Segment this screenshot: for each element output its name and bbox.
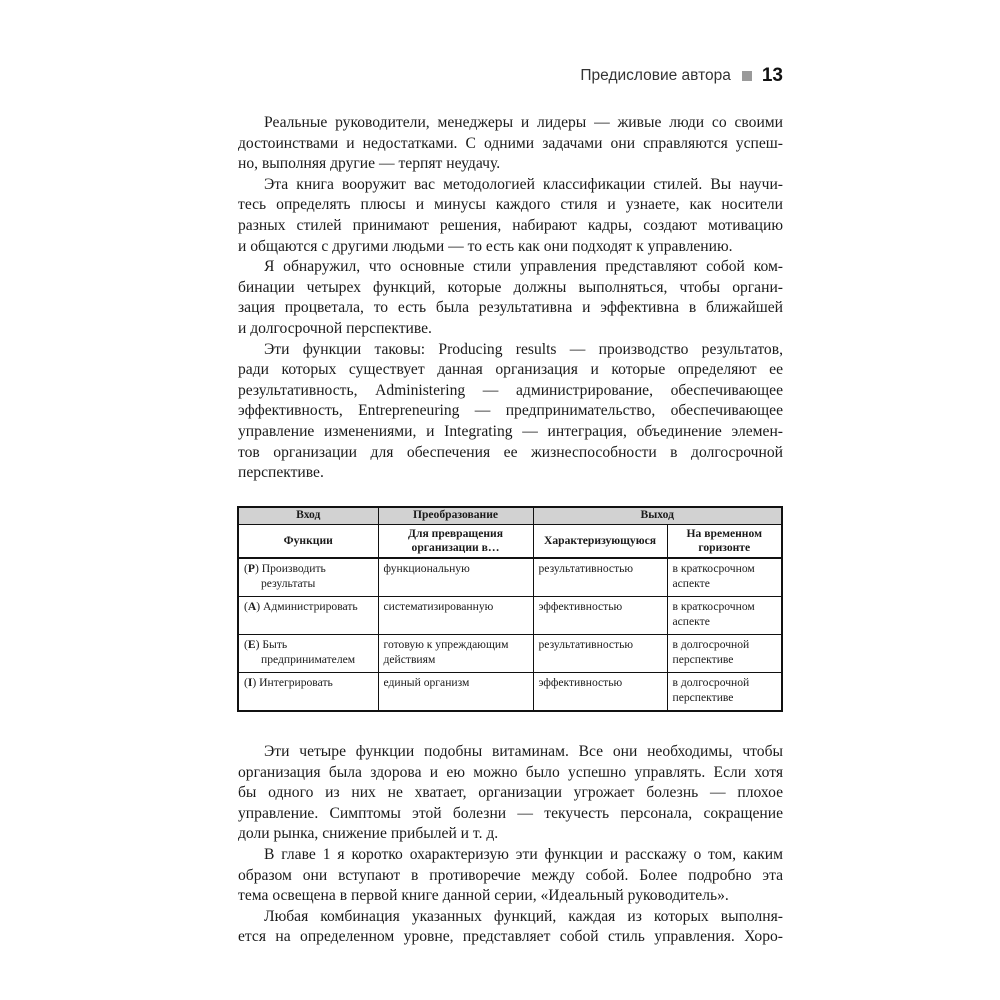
text-line: и общаются с другими людьми — то есть как они подходят к управлению. <box>238 237 733 255</box>
cell-characteristic: эффективностью <box>533 597 667 635</box>
text-line: перспективе. <box>238 464 324 482</box>
cell-function <box>238 558 378 597</box>
text-line: бинации четырех функций, которые должны выполняться, чтобы органи- <box>238 278 783 296</box>
text-line: тесь определять плюсы и минусы каждого стиля и узнаете, как носители <box>238 196 783 214</box>
text-line: В главе 1 я коротко охарактеризую эти функции и расскажу о том, каким <box>264 845 783 863</box>
text-line: Любая комбинация указанных функций, каждая из которых выполня- <box>264 907 783 925</box>
function-code: (A) <box>244 600 261 613</box>
text-line: ется на определенном уровне, представляет собой стиль управления. Хоро- <box>238 928 783 946</box>
cell-transform: функциональную <box>378 558 533 597</box>
cell-characteristic: эффективностью <box>533 673 667 712</box>
header-output: Выход <box>533 507 782 525</box>
cell-function <box>238 597 378 635</box>
cell-characteristic: результативностью <box>533 558 667 597</box>
cell-horizon: в долгосрочной перспективе <box>667 635 782 673</box>
subheader-characteristic: Характеризующуюся <box>533 525 667 559</box>
function-name-cont: предпринимателем <box>261 652 356 666</box>
table-row <box>238 635 782 673</box>
square-bullet-icon <box>742 71 752 81</box>
text-line: Эти функции таковы: Producing results — производство результатов, <box>264 340 783 358</box>
cell-transform: систематизированную <box>378 597 533 635</box>
cell-characteristic: результативностью <box>533 635 667 673</box>
subheader-horizon: На временном горизонте <box>667 525 782 559</box>
table-body <box>238 558 782 711</box>
text-line: эффективность, Entrepreneuring — предпринимательство, обеспечивающее <box>238 402 783 420</box>
table-row <box>238 558 782 597</box>
function-name: Интегрировать <box>259 676 333 689</box>
table-row <box>238 673 782 712</box>
text-line: управление. Симптомы этой болезни — текучесть персонала, сокращение <box>238 804 783 822</box>
subheader-functions: Функции <box>238 525 378 559</box>
page-number: 13 <box>761 65 783 86</box>
text-line: разных стилей принимают решения, набирают кадры, создают мотивацию <box>238 216 783 234</box>
text-line: образом они вступают в противоречие между собой. Более подробно эта <box>238 866 783 884</box>
function-code: (E) <box>244 638 260 651</box>
text-line: Эта книга вооружит вас методологией классификации стилей. Вы научи- <box>264 175 783 193</box>
cell-transform: единый организм <box>378 673 533 712</box>
subheader-transform: Для превращения организации в… <box>378 525 533 559</box>
text-line: Я обнаружил, что основные стили управления представляют собой ком- <box>264 258 783 276</box>
header-input: Вход <box>238 507 378 525</box>
header-transformation: Преобразование <box>378 507 533 525</box>
text-line: бы одного из них не хватает, организации угрожает болезнь — плохое <box>238 784 783 802</box>
text-line: Реальные руководители, менеджеры и лидеры — живые люди со своими <box>264 114 783 131</box>
body-text-top <box>238 113 783 484</box>
text-line: организация была здорова и ею можно было успешно управлять. Если хотя <box>238 763 783 781</box>
text-line: доли рынка, снижение прибылей и т. д. <box>238 825 499 843</box>
function-code: (P) <box>244 562 259 575</box>
running-header <box>238 64 783 88</box>
text-line: результативность, Administering — администрирование, обеспечивающее <box>238 381 783 399</box>
body-text-bottom <box>238 742 783 948</box>
text-line: зация процветала, то есть была результативна и эффективна в ближайшей <box>238 299 783 317</box>
functions-table-wrapper <box>237 506 781 712</box>
function-name: Быть <box>262 638 288 651</box>
cell-horizon: в краткосрочном аспекте <box>667 597 782 635</box>
text-line: и долгосрочной перспективе. <box>238 319 432 337</box>
text-line: ради которых существует данная организация и которые определяют ее <box>238 361 783 379</box>
cell-transform: готовую к упреждающим действиям <box>378 635 533 673</box>
running-header-title: Предисловие автора <box>580 67 731 84</box>
cell-function <box>238 673 378 712</box>
functions-table <box>237 506 783 712</box>
text-line: тема освещена в первой книге данной серии, «Идеальный руководитель». <box>238 887 729 905</box>
function-name-cont: результаты <box>261 576 316 590</box>
table-row <box>238 597 782 635</box>
text-line: но, выполняя другие — терпят неудачу. <box>238 155 501 173</box>
function-name: Производить <box>261 562 326 575</box>
text-line: управление изменениями, и Integrating — интеграция, объединение элемен- <box>238 422 783 440</box>
function-code: (I) <box>244 676 257 689</box>
cell-horizon: в долгосрочной перспективе <box>667 673 782 712</box>
text-line: достоинствами и недостатками. С одними задачами они справляются успеш- <box>238 134 783 152</box>
cell-horizon: в краткосрочном аспекте <box>667 558 782 597</box>
text-line: Эти четыре функции подобны витаминам. Все они необходимы, чтобы <box>264 743 783 760</box>
cell-function <box>238 635 378 673</box>
function-name: Администрировать <box>263 600 358 613</box>
text-line: тов организации для обеспечения ее жизнеспособности в долгосрочной <box>238 443 783 461</box>
